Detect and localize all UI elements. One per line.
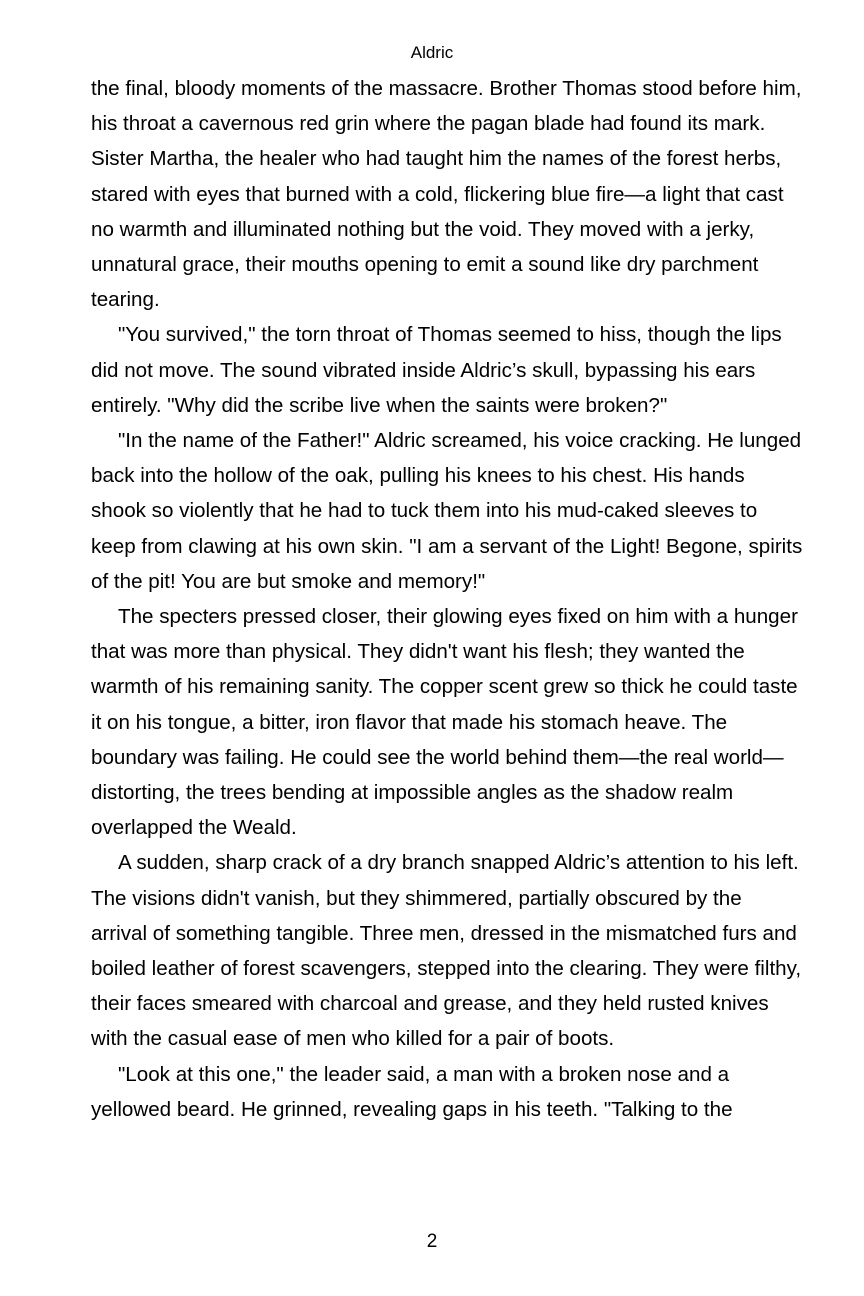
page-number: 2 — [426, 1231, 438, 1252]
paragraph: A sudden, sharp crack of a dry branch snapped Aldric’s attention to his left. The visions didn't vanish, but they shimmered, partially obscured by the arrival of something tangible. Three men, dressed in the mismatched furs and boiled leather of forest scavengers, stepped into the clearing. They were filthy, their faces smeared with charcoal and grease, and they held rusted knives with the casual ease of men who killed for a pair of boots. — [91, 851, 802, 1051]
paragraph: The specters pressed closer, their glowing eyes fixed on him with a hunger that was more than physical. They didn't want his flesh; they wanted the warmth of his remaining sanity. The copper scent grew so thick he could taste it on his tongue, a bitter, iron flavor that made his stomach heave. The boundary was failing. He could see the world behind them—the real world—distorting, the trees bending at impossible angles as the shadow realm overlapped the Weald. — [91, 605, 798, 840]
paragraph: "Look at this one," the leader said, a man with a broken nose and a yellowed beard. He grinned, revealing gaps in his teeth. "Talking to the — [91, 1062, 733, 1121]
paragraph: "In the name of the Father!" Aldric screamed, his voice cracking. He lunged back into the hollow of the oak, pulling his knees to his chest. His hands shook so violently that he had to tuck them into his mud-caked sleeves to keep from clawing at his own skin. "I am a servant of the Light! Begone, spirits of the pit! You are but smoke and memory!" — [91, 429, 803, 593]
body-text — [91, 71, 803, 1127]
paragraph: "You survived," the torn throat of Thomas seemed to hiss, though the lips did not move. The sound vibrated inside Aldric’s skull, bypassing his ears entirely. "Why did the scribe live when the saints were broken?" — [91, 323, 782, 417]
running-header: Aldric — [410, 43, 454, 62]
paragraph: the final, bloody moments of the massacre. Brother Thomas stood before him, his throat a cavernous red grin where the pagan blade had found its mark. Sister Martha, the healer who had taught him the names of the forest herbs, stared with eyes that burned with a cold, flickering blue fire—a light that cast no warmth and illuminated nothing but the void. They moved with a jerky, unnatural grace, their mouths opening to emit a sound like dry parchment tearing. — [91, 77, 802, 312]
